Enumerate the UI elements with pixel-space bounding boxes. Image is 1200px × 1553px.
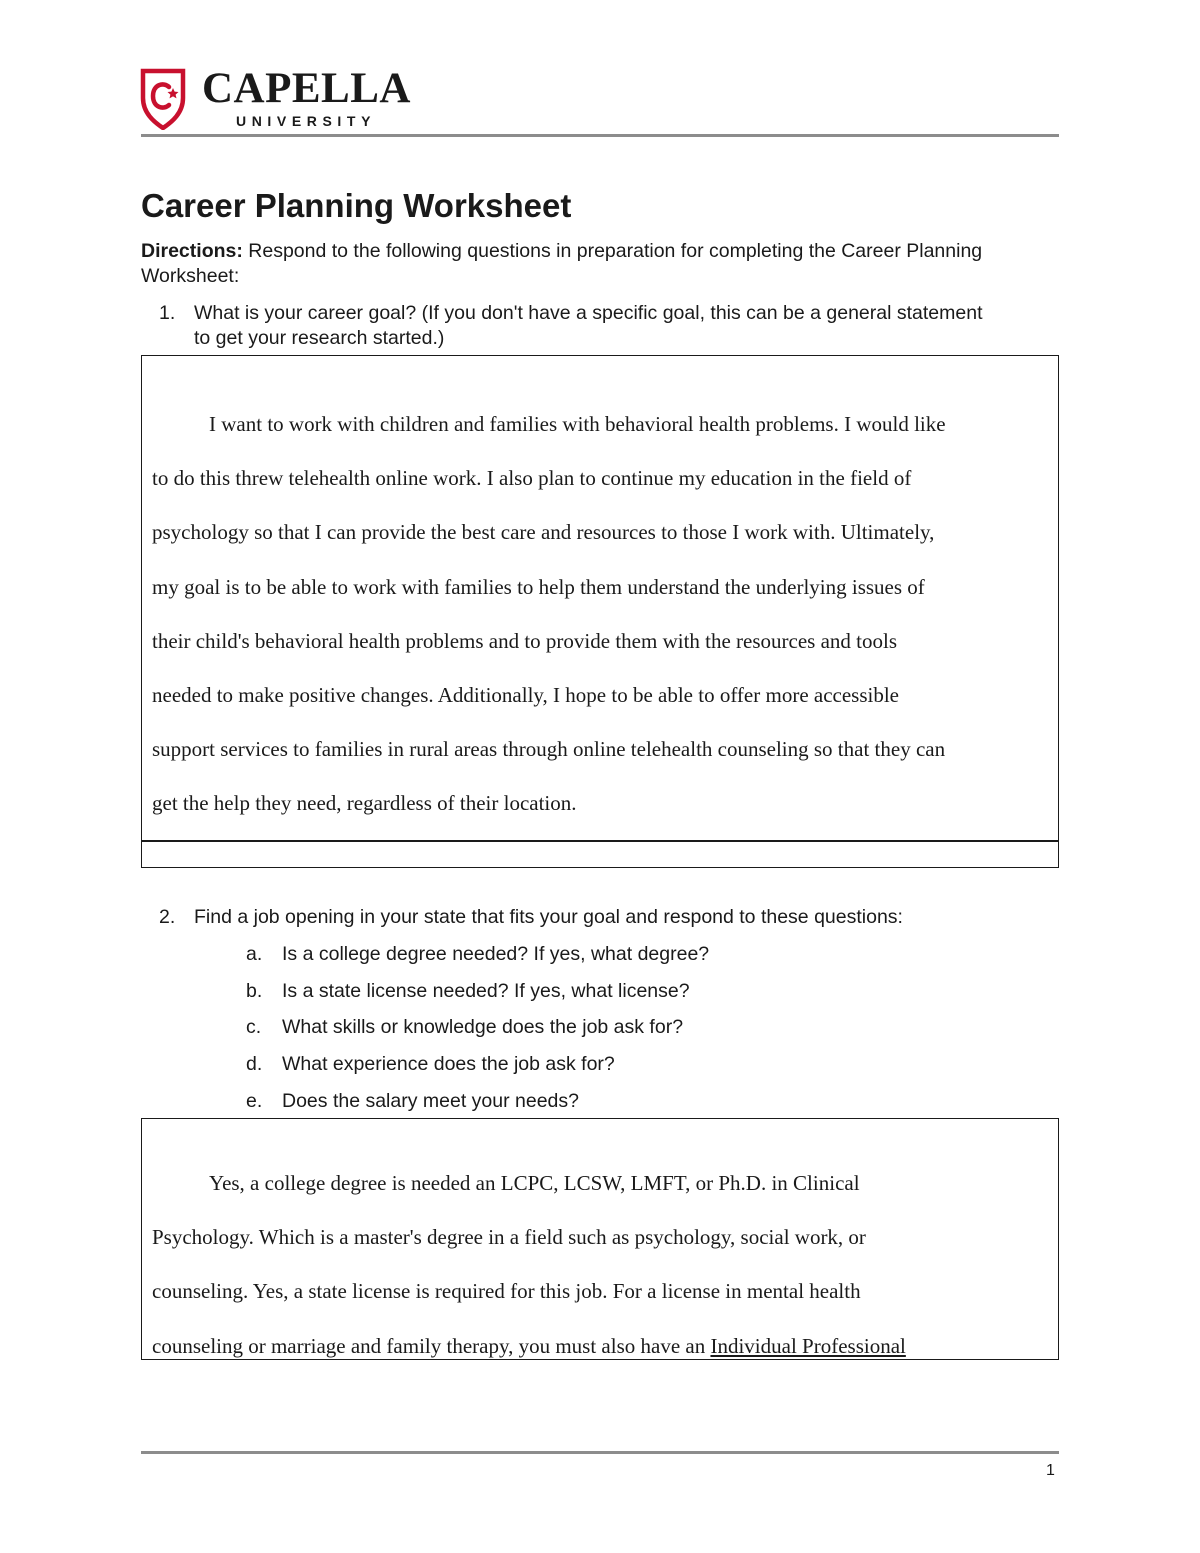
sub-letter: c. [246, 1016, 262, 1038]
answer-1-line: needed to make positive changes. Additionally, I hope to be able to offer more accessible [152, 683, 900, 708]
sub-text: What experience does the job ask for? [282, 1053, 615, 1075]
answer-2-underlined-text: Individual Professional [710, 1333, 906, 1358]
directions-text: Respond to the following questions in preparation for completing the Career Planning Worksheet: [141, 240, 983, 287]
answer-2-line: Yes, a college degree is needed an LCPC, LCSW, LMFT, or Ph.D. in Clinical [209, 1171, 860, 1195]
question-1-number: 1. [159, 302, 176, 324]
capella-logo [140, 66, 430, 132]
answer-1-text [152, 397, 1048, 831]
answer-1-line: psychology so that I can provide the best care and resources to those I work with. Ultimately, [152, 520, 935, 545]
sub-text: What skills or knowledge does the job ask for? [282, 1016, 684, 1038]
sub-letter: b. [246, 980, 263, 1002]
answer-box-2[interactable] [141, 1118, 1059, 1360]
answer-2-line [152, 1319, 1048, 1373]
header-rule [141, 134, 1059, 137]
sub-letter: e. [246, 1090, 263, 1112]
directions [141, 239, 1041, 289]
sub-letter: a. [246, 943, 263, 965]
answer-box-1-divider [142, 840, 1058, 842]
question-1-text: What is your career goal? (If you don't have a specific goal, this can be a general statement to get your research started.) [194, 302, 983, 349]
answer-2-line: Psychology. Which is a master's degree in a field such as psychology, social work, or [152, 1225, 866, 1250]
page-number: 1 [1046, 1462, 1055, 1479]
logo-name: CAPELLA [202, 65, 411, 112]
answer-box-1[interactable] [141, 355, 1059, 868]
logo-subtitle: UNIVERSITY [236, 113, 377, 129]
answer-1-line: their child's behavioral health problems and to provide them with the resources and tools [152, 628, 898, 653]
answer-1-line: my goal is to be able to work with families to help them understand the underlying issues of [152, 574, 925, 599]
answer-1-line: I want to work with children and families with behavioral health problems. I would like [209, 412, 946, 436]
question-2-number: 2. [159, 906, 176, 928]
answer-1-line: to do this threw telehealth online work. I also plan to continue my education in the field of [152, 466, 912, 491]
footer-rule [141, 1451, 1059, 1454]
answer-2-line: counseling. Yes, a state license is required for this job. For a license in mental health [152, 1279, 861, 1304]
sub-text: Is a state license needed? If yes, what license? [282, 980, 690, 1002]
capella-shield-icon [140, 68, 186, 130]
page-title: Career Planning Worksheet [141, 187, 572, 224]
sub-text: Is a college degree needed? If yes, what degree? [282, 943, 710, 965]
answer-2-line-text: counseling or marriage and family therapy, you must also have an [152, 1333, 711, 1358]
sub-letter: d. [246, 1053, 263, 1075]
directions-label: Directions: [141, 240, 243, 262]
question-2-text: Find a job opening in your state that fits your goal and respond to these questions: [194, 906, 903, 928]
answer-1-line: support services to families in rural areas through online telehealth counseling so that they can [152, 737, 946, 762]
answer-1-line: get the help they need, regardless of their location. [152, 791, 577, 816]
answer-2-text [152, 1156, 1048, 1373]
sub-text: Does the salary meet your needs? [282, 1090, 579, 1112]
